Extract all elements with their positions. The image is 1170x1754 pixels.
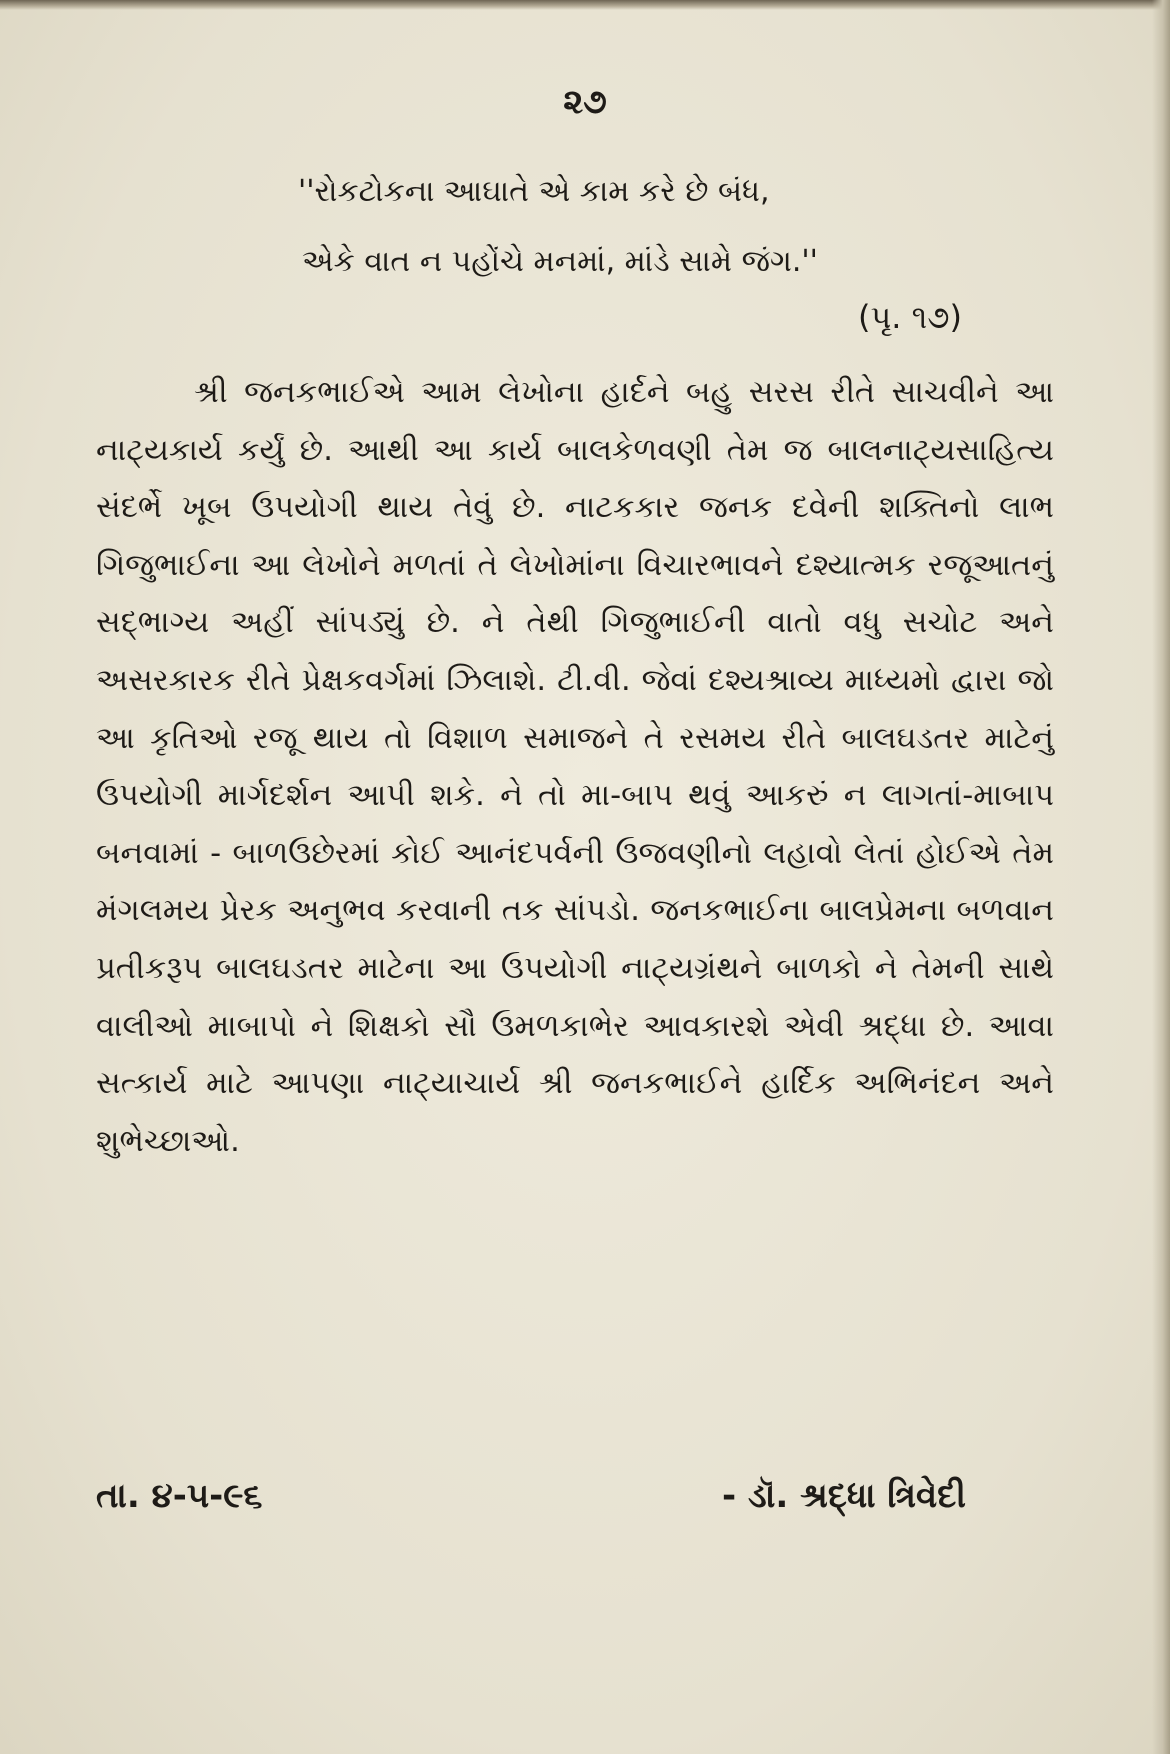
quote-reference: (પૃ. ૧૭) — [858, 298, 963, 336]
footer-signature: - ડૉ. શ્રદ્ધા ત્રિવેદી — [722, 1476, 966, 1516]
body-paragraph: શ્રી જનકભાઈએ આમ લેખોના હાર્દને બહુ સરસ રીતે સાચવીને આ નાટ્યકાર્ય કર્યું છે. આથી આ કાર્ય બાલકેળવણી તેમ જ બાલનાટ્યસાહિત્ય સંદર્ભે ખૂબ ઉપયોગી થાય તેવું છે. નાટકકાર જનક દવેની શક્તિનો લાભ ગિજુભાઈના આ લેખોને મળતાં તે લેખોમાંના વિચારભાવને દશ્યાત્મક રજૂઆતનું સદ્ભાગ્ય અહીં સાંપડ્યું છે. ને તેથી ગિજુભાઈની વાતો વધુ સચોટ અને અસરકારક રીતે પ્રેક્ષકવર્ગમાં ઝિલાશે. ટી.વી. જેવાં દશ્યશ્રાવ્ય માધ્યમો દ્વારા જો આ કૃતિઓ રજૂ થાય તો વિશાળ સમાજને તે રસમય રીતે બાલઘડતર માટેનું ઉપયોગી માર્ગદર્શન આપી શકે. ને તો મા-બાપ થવું આકરું ન લાગતાં-માબાપ બનવામાં - બાળઉછેરમાં કોઈ આનંદપર્વની ઉજવણીનો લહાવો લેતાં હોઈએ તેમ મંગલમય પ્રેરક અનુભવ કરવાની તક સાંપડો. જનકભાઈના બાલપ્રેમના બળવાન પ્રતીકરૂપ બાલઘડતર માટેના આ ઉપયોગી નાટ્યગ્રંથને બાળકો ને તેમની સાથે વાલીઓ માબાપો ને શિક્ષકો સૌ ઉમળકાભેર આવકારશે એવી શ્રદ્ધા છે. આવા સત્કાર્ય માટે આપણા નાટ્યાચાર્ય શ્રી જનકભાઈને હાર્દિક અભિનંદન અને શુભેચ્છાઓ. — [96, 375, 1054, 1159]
page-top-edge — [0, 0, 1170, 10]
page-number: ૨૭ — [563, 82, 607, 122]
quote-line-2: એકે વાત ન પહોંચે મનમાં, માંડે સામે જંગ.'' — [302, 244, 818, 279]
footer-date: તા. ૪-૫-૯૬ — [96, 1476, 263, 1516]
quote-line-1: ''રોકટોકના આઘાતે એ કામ કરે છે બંધ, — [298, 174, 770, 209]
